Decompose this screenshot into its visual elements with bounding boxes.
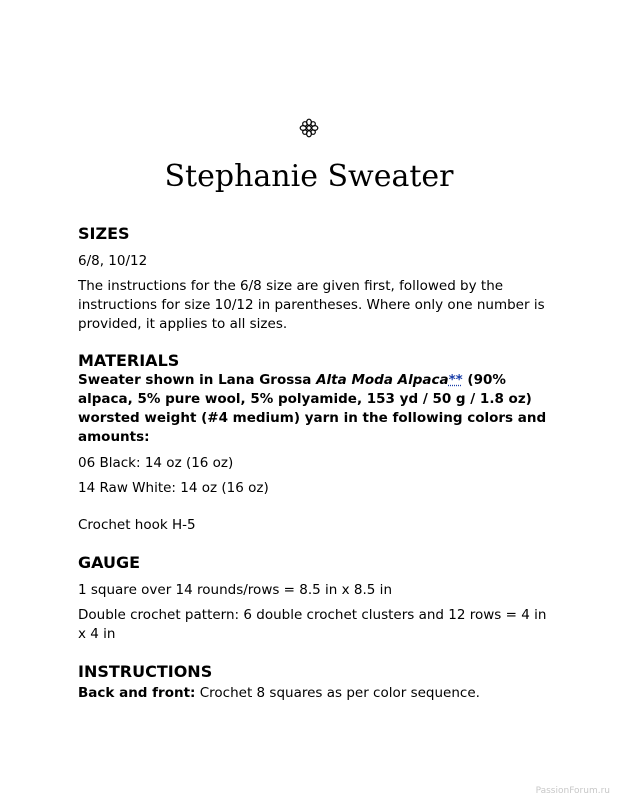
yarn-name: Alta Moda Alpaca: [316, 372, 449, 388]
materials-intro-suffix: (90% alpaca, 5% pure wool, 5% polyamide, 153 yd / 50 g / 1.8 oz) worsted weight (#4 medium) yarn in the following colors and amounts:: [78, 372, 547, 445]
gauge-pattern: Double crochet pattern: 6 double crochet clusters and 12 rows = 4 in x 4 in: [78, 607, 547, 642]
watermark: PassionForum.ru: [535, 786, 610, 796]
material-color-white: 14 Raw White: 14 oz (16 oz): [78, 480, 269, 496]
material-color-black: 06 Black: 14 oz (16 oz): [78, 455, 234, 471]
materials-heading: MATERIALS: [78, 351, 180, 370]
material-hook: Crochet hook H-5: [78, 517, 196, 533]
flower-ornament-icon: [299, 118, 319, 138]
instructions-heading: INSTRUCTIONS: [78, 662, 213, 681]
yarn-footnote-link[interactable]: **: [448, 372, 463, 388]
back-front-label: Back and front:: [78, 685, 196, 701]
back-front-text: Crochet 8 squares as per color sequence.: [195, 685, 480, 701]
sizes-heading: SIZES: [78, 224, 130, 243]
materials-intro-prefix: Sweater shown in Lana Grossa: [78, 372, 317, 388]
materials-intro: [78, 371, 558, 447]
sizes-note: The instructions for the 6/8 size are given first, followed by the instructions for size 10/12 in parentheses. Where only one number is provided, it applies to all sizes.: [78, 278, 545, 332]
gauge-square: 1 square over 14 rounds/rows = 8.5 in x 8.5 in: [78, 582, 392, 598]
sizes-values: 6/8, 10/12: [78, 253, 148, 269]
document-body: [78, 224, 558, 703]
page-title: Stephanie Sweater: [164, 159, 454, 194]
gauge-heading: GAUGE: [78, 553, 141, 572]
back-front-instruction: [78, 684, 558, 703]
